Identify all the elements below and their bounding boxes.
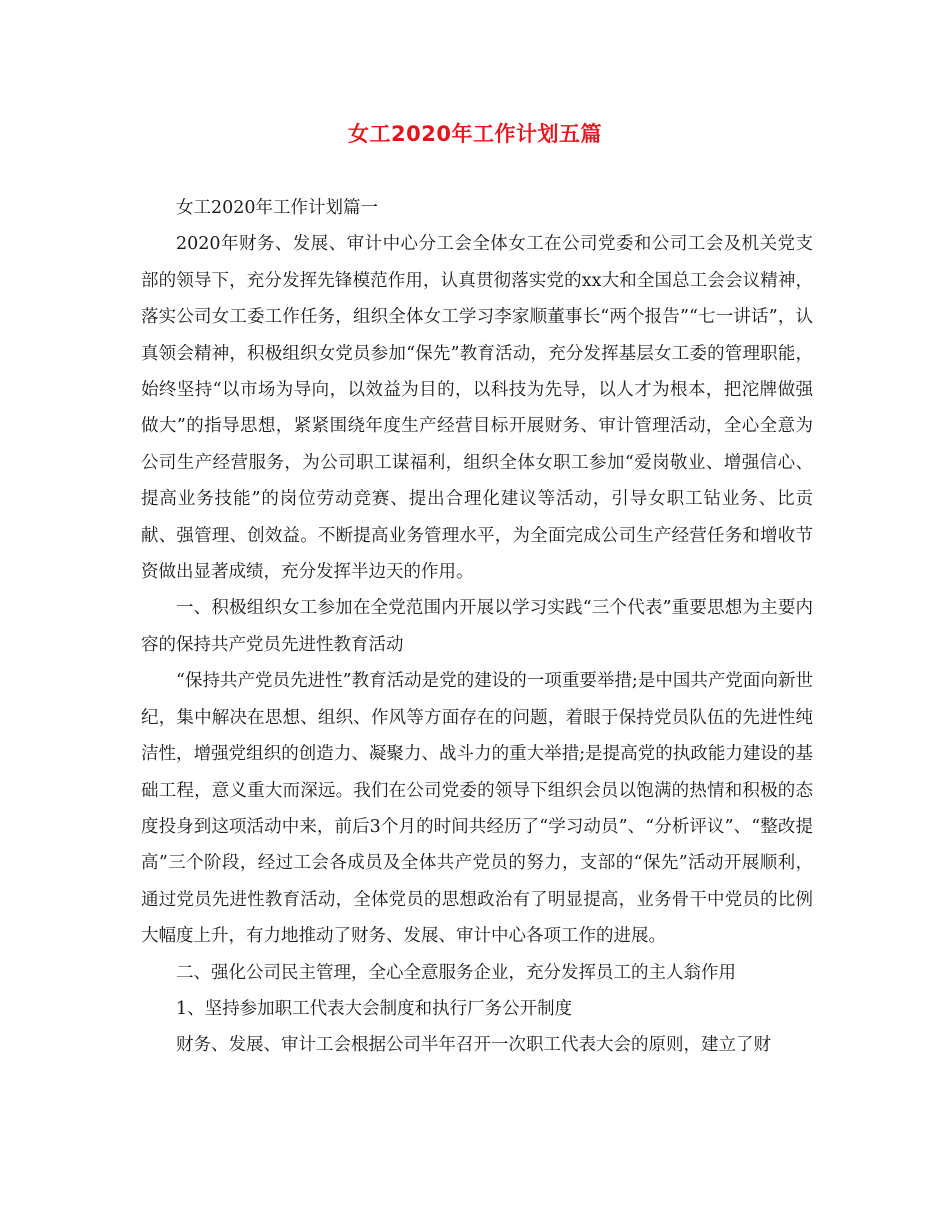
document-title: 女工2020年工作计划五篇 [348,122,602,146]
paragraph-advanced-education: “保持共产党员先进性”教育活动是党的建设的一项重要举措;是中国共产党面向新世纪，集中解决在思想、组织、作风等方面存在的问题，着眼于保持党员队伍的先进性纯洁性，增强党组织的创造力、凝聚力、战斗力的重大举措;是提高党的执政能力建设的基础工程，意义重大而深远。我们在公司党委的领导下组织会员以饱满的热情和积极的态度投身到这项活动中来，前后3个月的时间共经历了“学习动员”、“分析评议”、“整改提高”三个阶段，经过工会各成员及全体共产党员的努力，支部的“保先”活动开展顺利，通过党员先进性教育活动，全体党员的思想政治有了明显提高，业务骨干中党员的比例大幅度上升，有力地推动了财务、发展、审计中心各项工作的进展。 [141,671,813,947]
point-one-heading: 一、积极组织女工参加在全党范围内开展以学习实践“三个代表”重要思想为主要内容的保持共产党员先进性教育活动 [141,598,813,655]
point-two-sub-one: 1、坚持参加职工代表大会制度和执行厂务公开制度 [176,998,573,1019]
paragraph-congress: 财务、发展、审计工会根据公司半年召开一次职工代表大会的原则，建立了财 [176,1035,771,1056]
document-body [141,190,813,1064]
paragraph-intro: 2020年财务、发展、审计中心分工会全体女工在公司党委和公司工会及机关党支部的领导下，充分发挥先锋模范作用，认真贯彻落实党的xx大和全国总工会会议精神，落实公司女工委工作任务，组织全体女工学习李家顺董事长“两个报告”“七一讲话”，认真领会精神，积极组织女党员参加“保先”教育活动，充分发挥基层女工委的管理职能，始终坚持“以市场为导向，以效益为目的，以科技为先导，以人才为根本，把沱牌做强做大”的指导思想，紧紧围绕年度生产经营目标开展财务、审计管理活动，全心全意为公司生产经营服务，为公司职工谋福利，组织全体女职工参加“爱岗敬业、增强信心、提高业务技能”的岗位劳动竞赛、提出合理化建议等活动，引导女职工钻业务、比贡献、强管理、创效益。不断提高业务管理水平，为全面完成公司生产经营任务和增收节资做出显著成绩，充分发挥半边天的作用。 [141,234,813,583]
section-heading: 女工2020年工作计划篇一 [176,198,379,218]
point-two-heading: 二、强化公司民主管理，全心全意服务企业，充分发挥员工的主人翁作用 [176,962,736,983]
